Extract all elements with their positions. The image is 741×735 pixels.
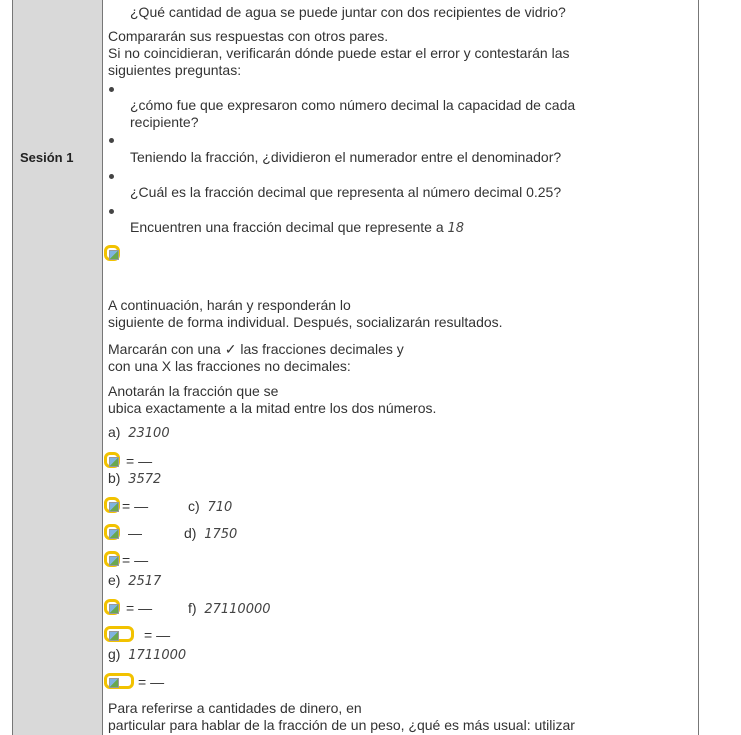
compare-line-2: Si no coincidieran, verificarán dónde puede estar el error y contestarán las	[108, 45, 570, 61]
individual-line-2: siguiente de forma individual. Después, socializarán resultados.	[108, 314, 503, 330]
fraction-math: 23100	[128, 426, 170, 441]
individual-line-1: A continuación, harán y responderán lo	[108, 297, 351, 313]
item-e	[108, 572, 161, 590]
annotate-line-2: ubica exactamente a la mitad entre los dos números.	[108, 400, 437, 416]
item-label: f)	[188, 600, 197, 616]
equals-blank: = —	[144, 627, 171, 643]
item-label: e)	[108, 572, 121, 588]
money-line-2: particular para hablar de la fracción de un peso, ¿qué es más usual: utilizar	[108, 717, 575, 733]
item-label: c)	[188, 498, 200, 514]
broken-image-icon	[104, 245, 120, 261]
bullet-dot	[109, 87, 114, 92]
fraction-math: 2517	[128, 574, 162, 589]
bullet-1-line-1: ¿cómo fue que expresaron como número decimal la capacidad de cada	[130, 97, 576, 113]
broken-image-icon	[104, 599, 120, 615]
fraction-math: 1750	[204, 527, 238, 542]
item-a	[108, 424, 170, 442]
fraction-math: 3572	[128, 472, 162, 487]
broken-image-icon	[104, 524, 120, 540]
money-line-1: Para referirse a cantidades de dinero, en	[108, 700, 362, 716]
item-label: b)	[108, 470, 121, 486]
item-c	[188, 498, 232, 516]
session-label: Sesión 1	[20, 150, 74, 165]
broken-image-icon	[104, 551, 120, 567]
bullet-4-label: Encuentren una fracción decimal que represente a	[130, 219, 444, 235]
broken-image-icon	[104, 626, 134, 642]
blank-dash: —	[128, 525, 142, 541]
equals-blank: = —	[122, 498, 149, 514]
equals-blank: = —	[122, 552, 149, 568]
mark-line-1: Marcarán con una ✓ las fracciones decimales y	[108, 341, 404, 357]
item-d	[184, 525, 237, 543]
item-label: g)	[108, 646, 121, 662]
compare-line-1: Compararán sus respuestas con otros pares.	[108, 28, 389, 44]
item-f	[188, 600, 271, 618]
bullet-dot	[109, 174, 114, 179]
broken-image-icon	[104, 497, 120, 513]
compare-line-3: siguientes preguntas:	[108, 62, 242, 78]
equals-blank: = —	[138, 674, 165, 690]
fraction-math: 18	[447, 221, 465, 236]
fraction-math: 1711000	[128, 648, 187, 663]
item-label: d)	[184, 525, 197, 541]
equals-blank: = —	[126, 600, 153, 616]
table-border	[698, 0, 699, 735]
bullet-dot	[109, 209, 114, 214]
question-top: ¿Qué cantidad de agua se puede juntar con dos recipientes de vidrio?	[130, 4, 566, 20]
bullet-3-text: ¿Cuál es la fracción decimal que representa al número decimal 0.25?	[130, 184, 562, 200]
bullet-1-line-2: recipiente?	[130, 114, 199, 130]
broken-image-icon	[104, 673, 134, 689]
bullet-dot	[109, 138, 114, 143]
broken-image-icon	[104, 452, 120, 468]
annotate-line-1: Anotarán la fracción que se	[108, 383, 279, 399]
bullet-4-text	[130, 219, 464, 237]
session-column	[12, 0, 103, 735]
fraction-math: 710	[207, 500, 233, 515]
item-g	[108, 646, 186, 664]
equals-blank: = —	[126, 453, 153, 469]
mark-line-2: con una X las fracciones no decimales:	[108, 358, 351, 374]
item-label: a)	[108, 424, 121, 440]
fraction-math: 27110000	[204, 602, 271, 617]
item-b	[108, 470, 161, 488]
bullet-2-text: Teniendo la fracción, ¿dividieron el numerador entre el denominador?	[130, 149, 562, 165]
